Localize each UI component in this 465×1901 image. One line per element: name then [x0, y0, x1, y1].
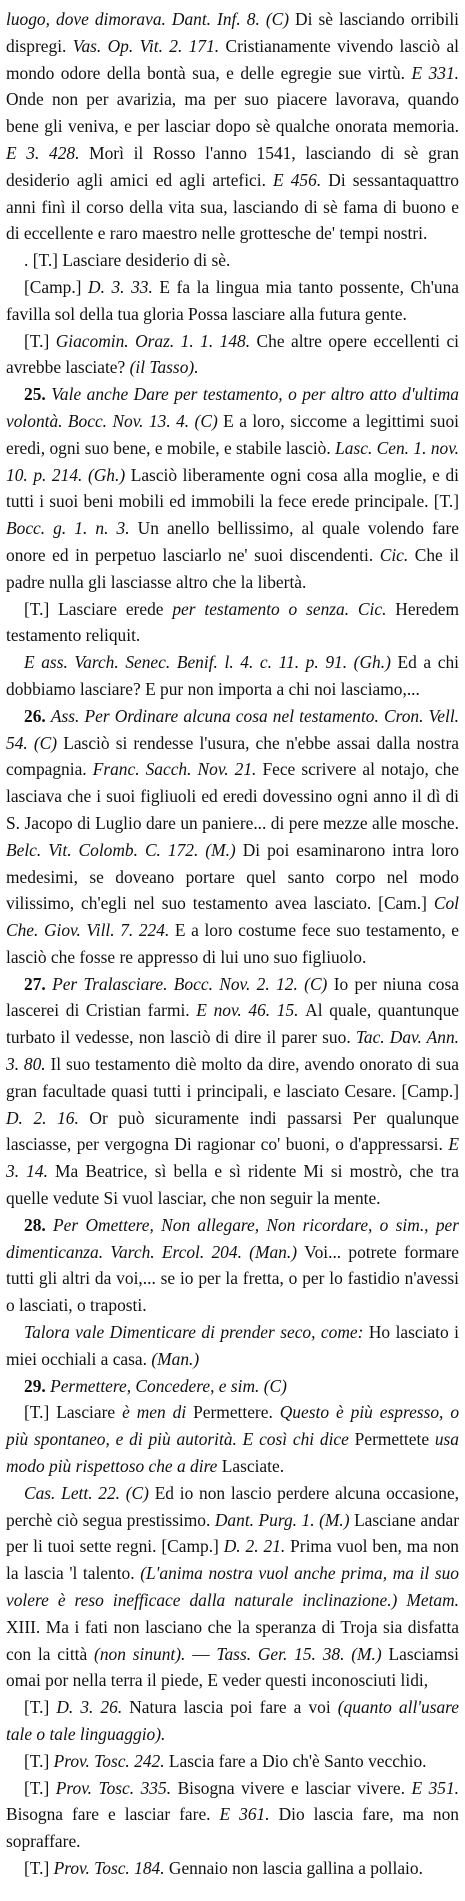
entry-paragraph [6, 274, 459, 328]
citation-text: Belc. Vit. Colomb. C. 172. (M.) [6, 839, 243, 860]
body-text: [T.] [24, 1857, 54, 1878]
body-text: Onde non per avarizia, ma per suo piacere lavorava, quando bene gli veniva, e per lasciar dopo sè qualche onorata memoria. [6, 89, 459, 137]
body-text: Ed a chi dobbiamo lasciare? E pur non importa a chi noi lasciamo,... [6, 652, 459, 699]
body-text: Fece scrivere al notajo, che lasciava che i suoi figliuoli ed eredi dovessino ogni anno il dì di S. Jacopo di Luglio dare un paniere... di pere mezze alle mosche. [6, 759, 459, 833]
body-text: — [192, 1643, 217, 1664]
entry-paragraph [6, 1212, 459, 1319]
body-text: [T.] [24, 1697, 57, 1718]
citation-text: E 361. [219, 1804, 279, 1825]
body-text: Lasciare desiderio di sè. [62, 250, 231, 271]
citation-text: D. 2. 16. [6, 1107, 90, 1128]
body-text: [T.] [24, 1402, 57, 1423]
citation-text: Questo è più espresso, o più spontaneo, e di più autorità. E così chi dice [6, 1402, 460, 1450]
citation-text: (Man.) [151, 1348, 200, 1369]
body-text: Lasciò liberamente ogni cosa alla moglie, e di tutti i suoi beni mobili ed immobili la fece erede principale. [T.] [6, 464, 459, 512]
body-text: Natura lascia poi fare a voi [129, 1697, 338, 1718]
citation-text: Lasc. Cen. 1. nov. 10. p. 214. (Gh.) [6, 437, 459, 485]
citation-text: D. 2. 21. [223, 1536, 291, 1557]
citation-text: E 3. 428. [6, 142, 90, 163]
entry-paragraph [6, 596, 459, 650]
body-text: Bisogna fare e lasciar fare. [6, 1804, 220, 1825]
body-text: Lasciò si rendesse l'usura, che n'ebbe assai dalla nostra compagnia. [6, 732, 459, 780]
sense-number: 27. [24, 973, 53, 994]
body-text: Lasciare erede [58, 598, 173, 619]
citation-text: (L'anima nostra vuol anche prima, ma il suo volere è reso inefficace dalla naturale inclinazione.) [6, 1563, 459, 1611]
citation-text: (il Tasso). [129, 357, 199, 378]
body-text: Prima vuol ben, ma non la lascia 'l talento. [6, 1536, 459, 1584]
citation-text: E nov. 46. 15. [196, 1000, 306, 1021]
citation-text: Col Che. Giov. Vill. 7. 224. [6, 893, 459, 941]
body-text: [T.] [24, 1777, 56, 1798]
body-text: Permettere. [193, 1402, 280, 1423]
entry-paragraph [6, 1373, 459, 1400]
citation-text: Prov. Tosc. 184. [53, 1857, 169, 1878]
body-text: E a loro costume fece suo testamento, e lasciò che fosse re appresso di lui uno suo figliuolo. [6, 920, 459, 967]
sense-number: 26. [24, 705, 51, 726]
sense-number: 28. [24, 1214, 54, 1235]
body-text: Gennaio non lascia gallina a pollaio. [168, 1857, 423, 1878]
body-text: Morì il Rosso l'anno 1541, lasciando di sè gran desiderio agli amici ed agli artefici. [6, 142, 459, 190]
body-text: Lasciate. [221, 1456, 285, 1477]
body-text: Lasciare [56, 1402, 123, 1423]
body-text: [Camp.] [24, 276, 89, 297]
body-text: . [T.] [24, 250, 63, 271]
citation-text: Vale anche Dare per testamento, o per altro atto d'ultima volontà. Bocc. Nov. 13. 4. (C) [6, 384, 460, 431]
body-text: Ed io non lascio perdere alcuna occasione, perchè ciò segua prestissimo. [6, 1482, 460, 1530]
body-text: E a loro, siccome a legittimi suoi eredi, ogni suo bene, e mobile, e stabile lasciò. [6, 410, 459, 458]
body-text: [T.] [24, 598, 59, 619]
body-text: Lasciane andar per li tuoi sette regni. [Camp.] [6, 1509, 460, 1557]
body-text: Ho lasciato i miei occhiali a casa. [6, 1322, 459, 1369]
citation-text: Dant. Purg. 1. (M.) [214, 1509, 355, 1530]
citation-text: E ass. Varch. Senec. Benif. l. 4. c. 11. p. 91. (Gh.) [24, 652, 398, 673]
citation-text: Talora vale Dimenticare di prender seco, come: [24, 1322, 369, 1343]
citation-text: D. 3. 33. [88, 276, 160, 297]
body-text: Heredem testamento reliquit. [6, 598, 460, 646]
body-text: Di sè lasciando orribili dispregi. [6, 9, 459, 56]
entry-paragraph [6, 971, 459, 1212]
entry-paragraph [6, 1480, 459, 1694]
citation-text: luogo, dove dimorava. Dant. Inf. 8. (C) [6, 9, 296, 29]
citation-text: (quanto all'usare tale o tale linguaggio). [6, 1697, 460, 1744]
body-text: Cristianamente vivendo lasciò al mondo odore della bontà sua, e delle egregie sue virtù. [6, 35, 459, 83]
citation-text: E 331. [411, 62, 459, 83]
entry-paragraph [6, 1694, 459, 1748]
citation-text: Giacomin. Oraz. 1. 1. 148. [55, 330, 257, 351]
body-text: Di poi esaminarono intra loro medesimi, se doveano portare quel santo corpo nel modo vilissimo, ch'egli nel suo testamento avea lasciato. [Cam.] [6, 839, 460, 914]
citation-text: Prov. Tosc. 242. [53, 1750, 169, 1771]
body-text: [T.] [24, 1750, 54, 1771]
entry-paragraph [6, 328, 459, 382]
citation-text: E 456. [273, 169, 329, 190]
body-text: Al quale, quantunque turbato il vedesse, non lasciò di dire il parer suo. [6, 1000, 460, 1048]
body-text: Ma Beatrice, sì bella e sì ridente Mi si mostrò, che tra quelle vedute Si vuol lasciar, che non seguir la mente. [6, 1161, 459, 1209]
body-text: Voi... potrete formare tutti gli altri da voi,... se io per la fretta, o per lo fastidio n'avessi o lasciati, o traposti. [6, 1241, 459, 1316]
citation-text: D. 3. 26. [56, 1697, 130, 1718]
body-text: Un anello bellissimo, al quale volendo fare onore ed in perpetuo lasciarlo ne' suoi discendenti. [6, 518, 459, 565]
citation-text: Tass. Ger. 15. 38. (M.) [216, 1643, 389, 1664]
citation-text: Tac. Dav. Ann. 3. 80. [6, 1027, 459, 1075]
citation-text: Ass. Per Ordinare alcuna cosa nel testamento. Cron. Vell. 54. (C) [6, 705, 459, 753]
entry-paragraph [6, 703, 459, 971]
body-text: Permettete [354, 1429, 435, 1450]
body-text: Il suo testamento diè molto da dire, avendo onorato di sua gran facultade quasi tutti i principali, e lasciato Cesare. [Camp.] [6, 1054, 459, 1101]
entry-paragraph [6, 6, 459, 247]
entry-paragraph [6, 1775, 459, 1855]
body-text: Lascia fare a Dio ch'è Santo vecchio. [168, 1750, 427, 1771]
entry-paragraph [6, 1855, 459, 1882]
entry-paragraph [6, 381, 459, 595]
body-text: E fa la lingua mia tanto possente, Ch'una favilla sol della tua gloria Possa lasciare alla futura gente. [6, 276, 459, 324]
citation-text: Franc. Sacch. Nov. 21. [92, 759, 263, 780]
citation-text: è men di [122, 1402, 194, 1423]
entry-paragraph [6, 1319, 459, 1373]
entry-paragraph [6, 1399, 459, 1479]
citation-text: Cic. [379, 544, 415, 565]
body-text: Dio lascia fare, ma non sopraffare. [6, 1804, 459, 1852]
entry-paragraph [6, 649, 459, 703]
body-text: Che il padre nulla gli lasciasse altro che la libertà. [6, 544, 459, 592]
body-text: Di sessantaquattro anni finì il corso della vita sua, lasciando di sè fama di buono e di eccellente e raro maestro nelle grottesche de' tempi nostri. [6, 169, 459, 244]
citation-text: Prov. Tosc. 335. [55, 1777, 178, 1798]
body-text: Che altre opere eccellenti ci avrebbe lasciate? [6, 330, 459, 378]
body-text: [T.] [24, 330, 56, 351]
citation-text: per testamento o senza. Cic. [172, 598, 396, 619]
citation-text: Metam. [406, 1590, 459, 1611]
citation-text: usa modo più rispettoso che a dire [6, 1429, 459, 1477]
sense-number: 25. [24, 384, 52, 405]
citation-text: Per Omettere, Non allegare, Non ricordare, o sim., per dimenticanza. Varch. Ercol. 204. (Man.) [6, 1214, 459, 1262]
body-text: Bisogna vivere e lasciar vivere. [177, 1777, 412, 1798]
citation-text: E 3. 14. [6, 1134, 459, 1182]
body-text: Lasciamsi omai por nella terra il piede, E veder questi inconosciuti lidi, [6, 1643, 459, 1691]
sense-number: 29. [24, 1375, 51, 1396]
citation-text: Per Tralasciare. Bocc. Nov. 2. 12. (C) [52, 973, 334, 994]
body-text: Io per niuna cosa lascerei di Cristian farmi. [6, 973, 459, 1021]
citation-text: Bocc. g. 1. n. 3. [6, 518, 138, 539]
body-text: XIII. Ma i fati non lasciano che la speranza di Troja sia disfatta con la città [6, 1616, 459, 1664]
entry-paragraph [6, 1748, 459, 1775]
citation-text: E 351. [411, 1777, 460, 1798]
citation-text: Cas. Lett. 22. (C) [24, 1482, 155, 1503]
entry-paragraph [6, 247, 459, 274]
citation-text: Permettere, Concedere, e sim. (C) [50, 1375, 287, 1396]
citation-text: Vas. Op. Vit. 2. 171. [72, 35, 226, 56]
body-text: Or può sicuramente indi passarsi Per qualunque lasciasse, per vergogna Di ragionar co' buoni, o d'appressarsi. [6, 1107, 460, 1155]
citation-text: (non sinunt). [94, 1643, 193, 1664]
